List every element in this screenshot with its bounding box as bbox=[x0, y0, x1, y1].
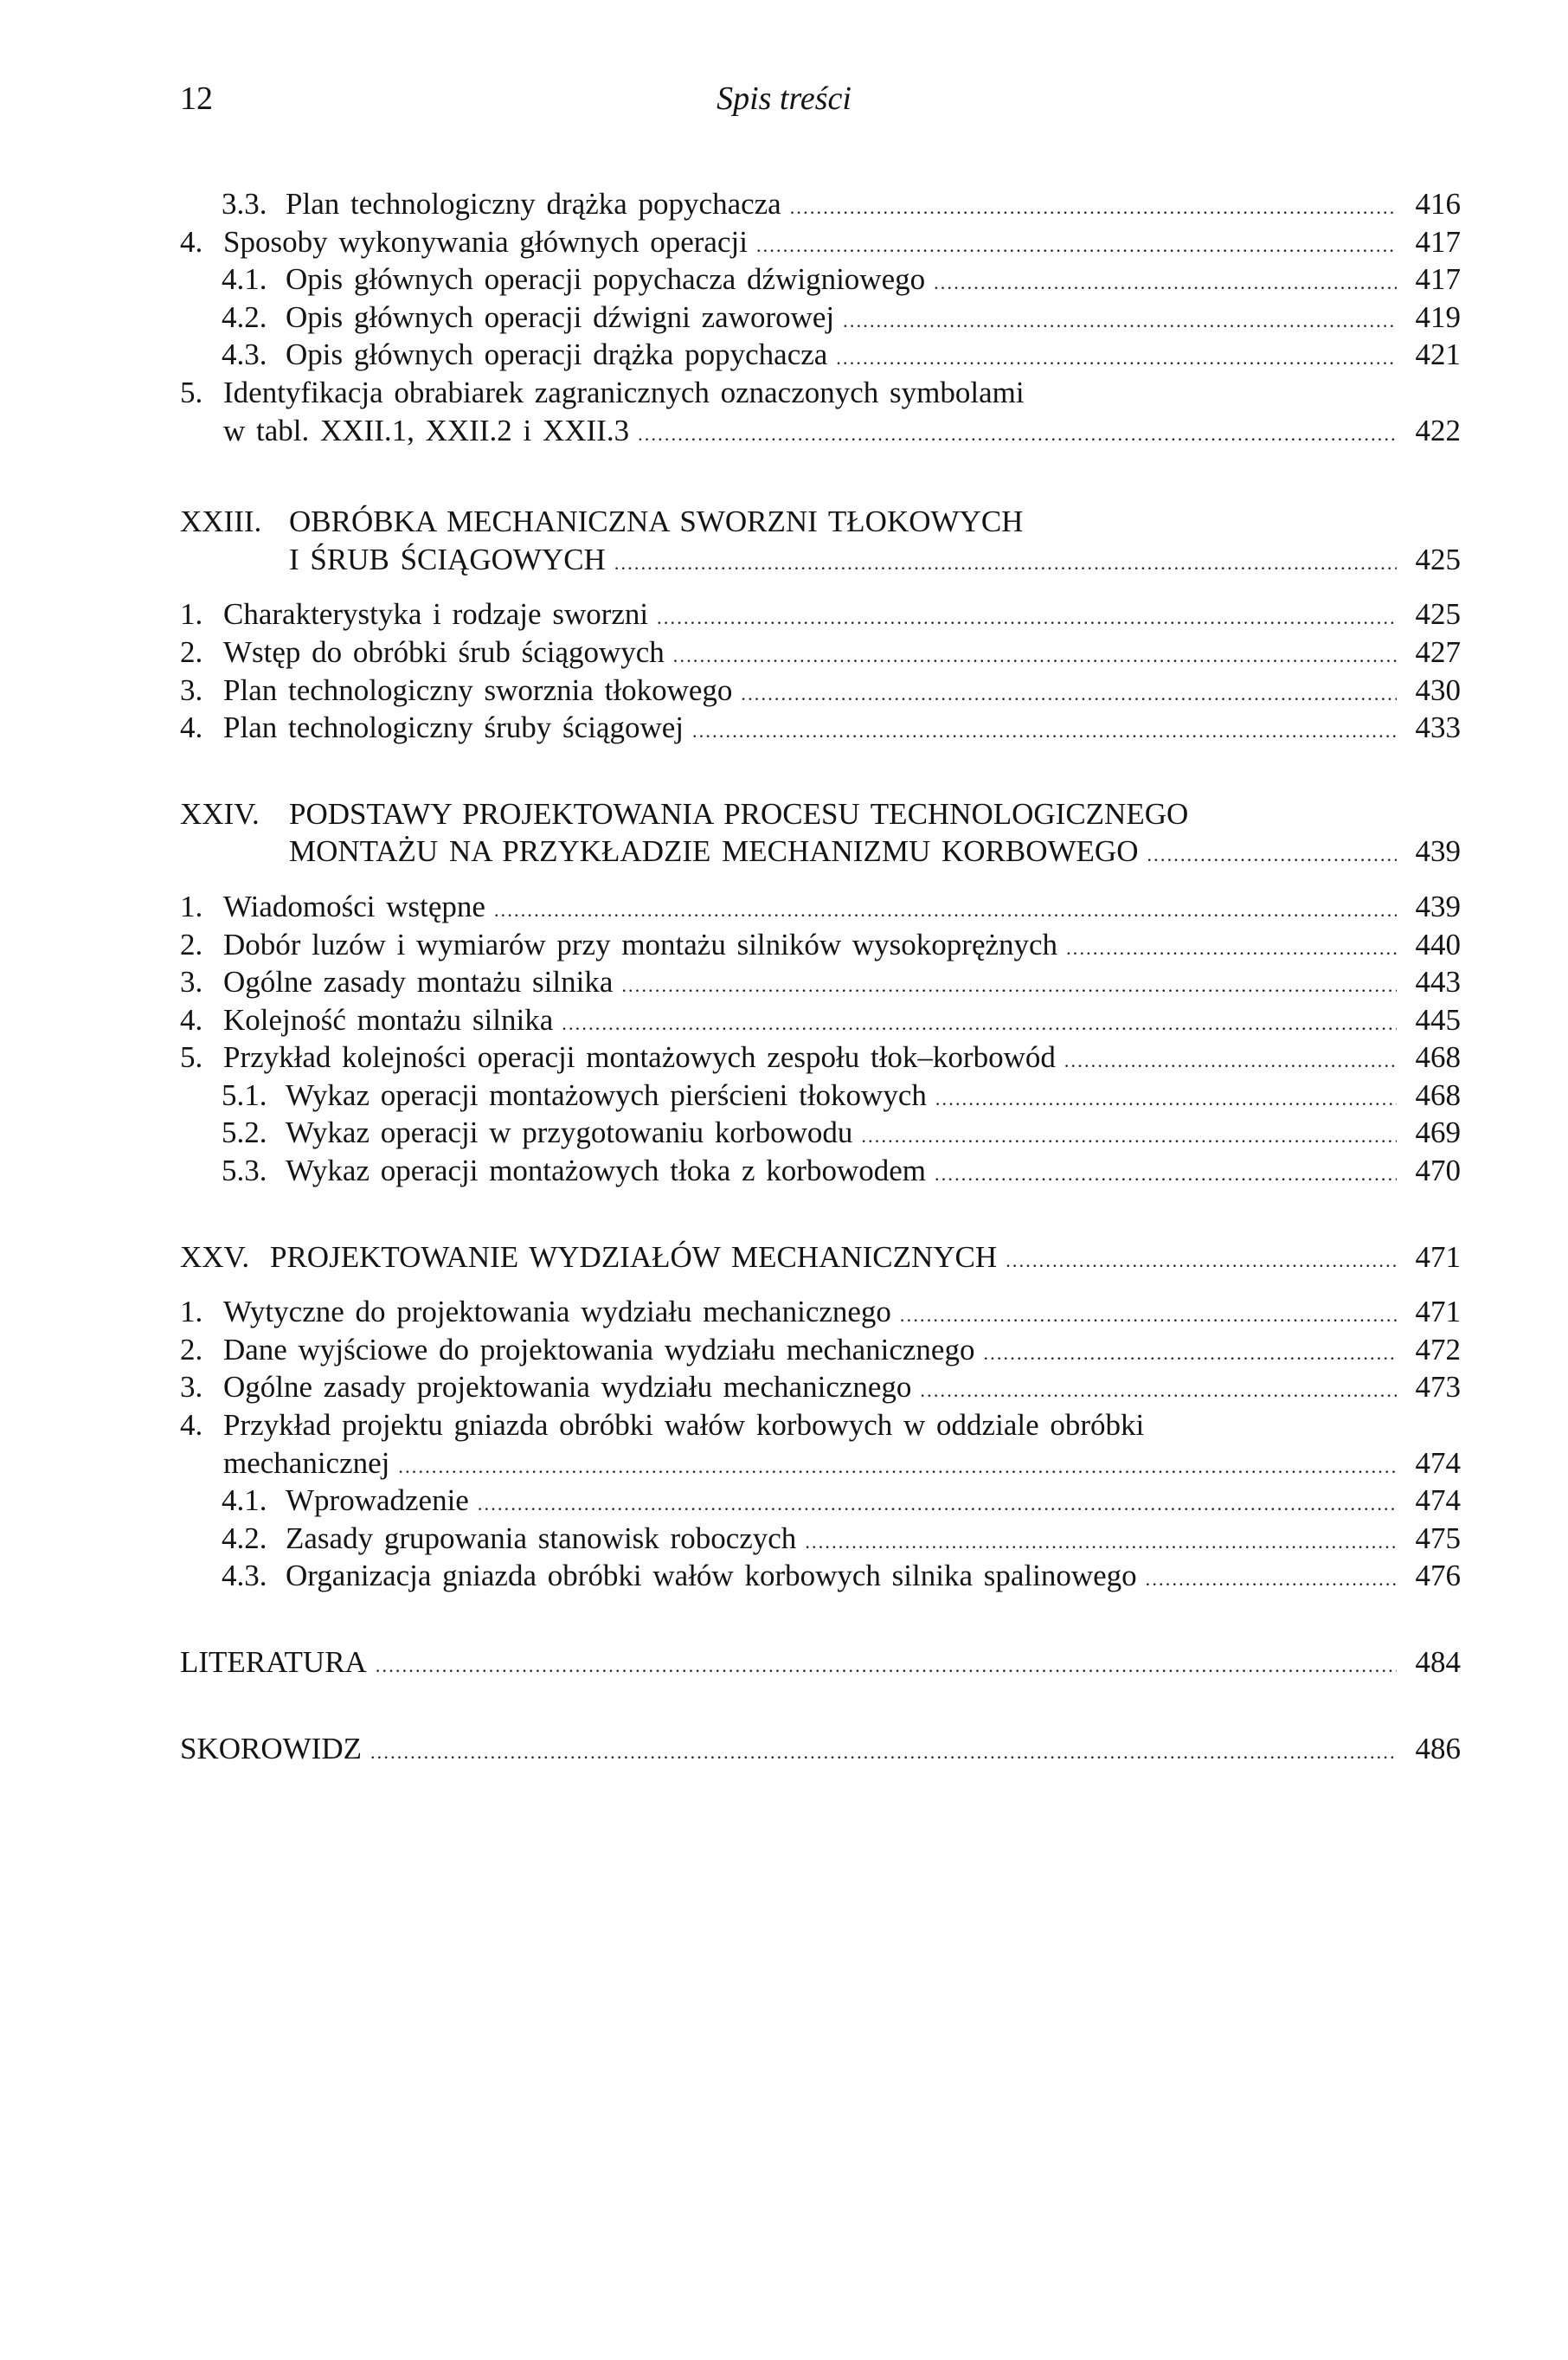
entry-page: 468 bbox=[1415, 1040, 1461, 1075]
dot-leader bbox=[1146, 1560, 1397, 1598]
dot-leader bbox=[398, 1448, 1397, 1486]
dot-leader bbox=[657, 599, 1397, 637]
entry-title: Ogólne zasady projektowania wydziału mechanicznego bbox=[223, 1370, 912, 1405]
entry-page: 430 bbox=[1415, 672, 1461, 707]
entry-page: 422 bbox=[1415, 413, 1461, 447]
entry-title: Charakterystyka i rodzaje sworzni bbox=[223, 597, 649, 632]
toc-entry[interactable] bbox=[180, 374, 1461, 412]
chapter-number: XXIV. bbox=[180, 796, 260, 831]
entry-number: 5.2. bbox=[222, 1116, 267, 1150]
chapter-title-continuation: I ŚRUB ŚCIĄGOWYCH bbox=[289, 542, 606, 576]
entry-title: Organizacja gniazda obróbki wałów korbowych silnika spalinowego bbox=[286, 1559, 1137, 1593]
chapter-title: PROJEKTOWANIE WYDZIAŁÓW MECHANICZNYCH bbox=[270, 1239, 998, 1274]
entry-page: 473 bbox=[1415, 1370, 1461, 1405]
entry-title: Wprowadzenie bbox=[286, 1483, 469, 1518]
entry-page: 417 bbox=[1415, 262, 1461, 297]
dot-leader bbox=[741, 675, 1397, 713]
toc-entry[interactable] bbox=[180, 336, 1461, 374]
toc-entry[interactable] bbox=[180, 1557, 1461, 1595]
toc-entry-index[interactable] bbox=[180, 1730, 1461, 1768]
entry-title: Dane wyjściowe do projektowania wydziału mechanicznego bbox=[223, 1332, 975, 1366]
entry-page: 474 bbox=[1415, 1483, 1461, 1518]
toc-entry[interactable] bbox=[180, 963, 1461, 1001]
dot-leader bbox=[1064, 1042, 1397, 1080]
dot-leader bbox=[638, 415, 1397, 453]
entry-page: 419 bbox=[1415, 299, 1461, 334]
toc-entry[interactable] bbox=[180, 1039, 1461, 1077]
entry-number: 5.3. bbox=[222, 1154, 267, 1188]
dot-leader bbox=[861, 1117, 1397, 1155]
dot-leader bbox=[935, 1155, 1397, 1193]
toc-entry[interactable] bbox=[180, 1152, 1461, 1190]
dot-leader bbox=[790, 189, 1397, 227]
entry-page: 443 bbox=[1415, 965, 1461, 1000]
dot-leader bbox=[376, 1647, 1397, 1685]
entry-page: 417 bbox=[1415, 224, 1461, 259]
entry-number: 1. bbox=[180, 889, 203, 923]
entry-title: Plan technologiczny śruby ściągowej bbox=[223, 711, 684, 745]
dot-leader bbox=[614, 544, 1397, 582]
dot-leader bbox=[843, 302, 1397, 340]
entry-number: 4.1. bbox=[222, 262, 267, 297]
toc-entry[interactable] bbox=[180, 1001, 1461, 1039]
entry-number: 3. bbox=[180, 1370, 203, 1405]
entry-title: LITERATURA bbox=[180, 1645, 367, 1679]
toc-entry[interactable] bbox=[180, 672, 1461, 710]
chapter-page: 471 bbox=[1415, 1239, 1461, 1274]
toc-entry[interactable] bbox=[180, 926, 1461, 964]
entry-page: 468 bbox=[1415, 1077, 1461, 1112]
entry-page: 445 bbox=[1415, 1002, 1461, 1037]
entry-page: 484 bbox=[1415, 1645, 1461, 1679]
dot-leader bbox=[920, 1372, 1397, 1410]
table-of-contents bbox=[180, 185, 1461, 1767]
toc-entry[interactable] bbox=[180, 633, 1461, 672]
dot-leader bbox=[494, 891, 1397, 929]
entry-title: Zasady grupowania stanowisk roboczych bbox=[286, 1521, 797, 1555]
entry-page: 427 bbox=[1415, 634, 1461, 669]
entry-title: Plan technologiczny drążka popychacza bbox=[286, 187, 781, 221]
chapter-page: 425 bbox=[1415, 542, 1461, 576]
entry-title: Wykaz operacji w przygotowaniu korbowodu bbox=[286, 1116, 853, 1150]
dot-leader bbox=[836, 339, 1397, 377]
entry-title: Opis głównych operacji popychacza dźwigniowego bbox=[286, 262, 926, 297]
entry-number: 1. bbox=[180, 1295, 203, 1329]
entry-number: 4.2. bbox=[222, 299, 267, 334]
entry-title: Przykład projektu gniazda obróbki wałów korbowych w oddziale obróbki bbox=[223, 1408, 1145, 1443]
toc-entry[interactable] bbox=[180, 888, 1461, 926]
running-title: Spis treści bbox=[717, 80, 851, 117]
chapter-number: XXIII. bbox=[180, 505, 262, 539]
entry-number: 4. bbox=[180, 1408, 203, 1443]
toc-entry[interactable] bbox=[180, 185, 1461, 223]
dot-leader bbox=[983, 1334, 1397, 1373]
entry-page: 475 bbox=[1415, 1521, 1461, 1555]
entry-title: Opis głównych operacji drążka popychacza bbox=[286, 338, 828, 372]
toc-entry-continuation[interactable] bbox=[180, 1444, 1461, 1482]
entry-number: 5. bbox=[180, 375, 203, 409]
entry-title: Plan technologiczny sworznia tłokowego bbox=[223, 672, 733, 707]
toc-entry-literature[interactable] bbox=[180, 1643, 1461, 1682]
dot-leader bbox=[935, 1080, 1397, 1118]
entry-page: 469 bbox=[1415, 1116, 1461, 1150]
dot-leader bbox=[370, 1733, 1397, 1772]
entry-number: 4.3. bbox=[222, 338, 267, 372]
chapter-title-continuation: MONTAŻU NA PRZYKŁADZIE MECHANIZMU KORBOWEGO bbox=[289, 834, 1139, 869]
entry-title: Ogólne zasady montażu silnika bbox=[223, 965, 614, 1000]
dot-leader bbox=[478, 1485, 1397, 1523]
entry-title: Opis głównych operacji dźwigni zaworowej bbox=[286, 299, 835, 334]
entry-number: 4.1. bbox=[222, 1483, 267, 1518]
entry-title: Przykład kolejności operacji montażowych zespołu tłok–korbowód bbox=[223, 1040, 1056, 1075]
chapter-page: 439 bbox=[1415, 834, 1461, 869]
dot-leader bbox=[805, 1523, 1397, 1561]
entry-number: 1. bbox=[180, 597, 203, 632]
entry-number: 4. bbox=[180, 711, 203, 745]
entry-title-continuation: mechanicznej bbox=[223, 1445, 390, 1480]
chapter-title: OBRÓBKA MECHANICZNA SWORZNI TŁOKOWYCH bbox=[289, 505, 1024, 539]
dot-leader bbox=[1066, 929, 1397, 968]
entry-page: 486 bbox=[1415, 1731, 1461, 1765]
toc-entry[interactable] bbox=[180, 595, 1461, 633]
entry-title: Identyfikacja obrabiarek zagranicznych oznaczonych symbolami bbox=[223, 375, 1025, 409]
chapter-heading-continuation[interactable] bbox=[180, 541, 1461, 579]
entry-number: 2. bbox=[180, 927, 203, 961]
entry-page: 476 bbox=[1415, 1559, 1461, 1593]
entry-title: Wytyczne do projektowania wydziału mechanicznego bbox=[223, 1295, 891, 1329]
entry-page: 425 bbox=[1415, 597, 1461, 632]
toc-entry[interactable] bbox=[180, 1077, 1461, 1115]
entry-number: 4. bbox=[180, 1002, 203, 1037]
entry-title: Kolejność montażu silnika bbox=[223, 1002, 554, 1037]
dot-leader bbox=[621, 967, 1397, 1005]
toc-entry-continuation[interactable] bbox=[180, 412, 1461, 450]
entry-page: 474 bbox=[1415, 1445, 1461, 1480]
entry-page: 416 bbox=[1415, 187, 1461, 221]
entry-number: 3.3. bbox=[222, 187, 267, 221]
entry-title: Sposoby wykonywania głównych operacji bbox=[223, 224, 748, 259]
toc-entry[interactable] bbox=[180, 1368, 1461, 1406]
entry-title: Dobór luzów i wymiarów przy montażu silników wysokoprężnych bbox=[223, 927, 1058, 961]
toc-entry[interactable] bbox=[180, 1406, 1461, 1444]
dot-leader bbox=[1147, 836, 1397, 874]
dot-leader bbox=[900, 1296, 1397, 1334]
entry-number: 5.1. bbox=[222, 1077, 267, 1112]
dot-leader bbox=[673, 637, 1397, 675]
dot-leader bbox=[692, 712, 1397, 750]
entry-number: 4. bbox=[180, 224, 203, 259]
page-number: 12 bbox=[180, 80, 213, 117]
toc-entry[interactable] bbox=[180, 709, 1461, 747]
entry-page: 440 bbox=[1415, 927, 1461, 961]
entry-page: 433 bbox=[1415, 711, 1461, 745]
toc-entry[interactable] bbox=[180, 1331, 1461, 1369]
entry-title: Wykaz operacji montażowych tłoka z korbowodem bbox=[286, 1154, 926, 1188]
toc-entry[interactable] bbox=[180, 1482, 1461, 1520]
entry-title-continuation: w tabl. XXII.1, XXII.2 i XXII.3 bbox=[223, 413, 630, 447]
entry-number: 3. bbox=[180, 672, 203, 707]
chapter-heading[interactable] bbox=[180, 1238, 1461, 1276]
toc-entry[interactable] bbox=[180, 1114, 1461, 1152]
entry-title: Wykaz operacji montażowych pierścieni tłokowych bbox=[286, 1077, 927, 1112]
entry-page: 471 bbox=[1415, 1295, 1461, 1329]
dot-leader bbox=[562, 1005, 1397, 1043]
chapter-heading-continuation[interactable] bbox=[180, 833, 1461, 871]
entry-page: 421 bbox=[1415, 338, 1461, 372]
entry-page: 472 bbox=[1415, 1332, 1461, 1366]
entry-number: 2. bbox=[180, 634, 203, 669]
chapter-heading[interactable] bbox=[180, 795, 1461, 833]
entry-title: Wstęp do obróbki śrub ściągowych bbox=[223, 634, 665, 669]
entry-page: 470 bbox=[1415, 1154, 1461, 1188]
entry-number: 3. bbox=[180, 965, 203, 1000]
chapter-heading[interactable] bbox=[180, 503, 1461, 541]
entry-number: 2. bbox=[180, 1332, 203, 1366]
toc-entry[interactable] bbox=[180, 1293, 1461, 1331]
chapter-number: XXV. bbox=[180, 1239, 250, 1274]
dot-leader bbox=[1006, 1242, 1397, 1280]
dot-leader bbox=[756, 227, 1397, 265]
toc-entry[interactable] bbox=[180, 223, 1461, 261]
entry-page: 439 bbox=[1415, 889, 1461, 923]
toc-entry[interactable] bbox=[180, 260, 1461, 299]
toc-entry[interactable] bbox=[180, 1520, 1461, 1558]
chapter-title: PODSTAWY PROJEKTOWANIA PROCESU TECHNOLOGICZNEGO bbox=[289, 796, 1189, 831]
toc-entry[interactable] bbox=[180, 299, 1461, 337]
entry-title: SKOROWIDZ bbox=[180, 1731, 362, 1765]
entry-number: 4.2. bbox=[222, 1521, 267, 1555]
entry-number: 4.3. bbox=[222, 1559, 267, 1593]
entry-title: Wiadomości wstępne bbox=[223, 889, 485, 923]
entry-number: 5. bbox=[180, 1040, 203, 1075]
dot-leader bbox=[934, 264, 1397, 302]
